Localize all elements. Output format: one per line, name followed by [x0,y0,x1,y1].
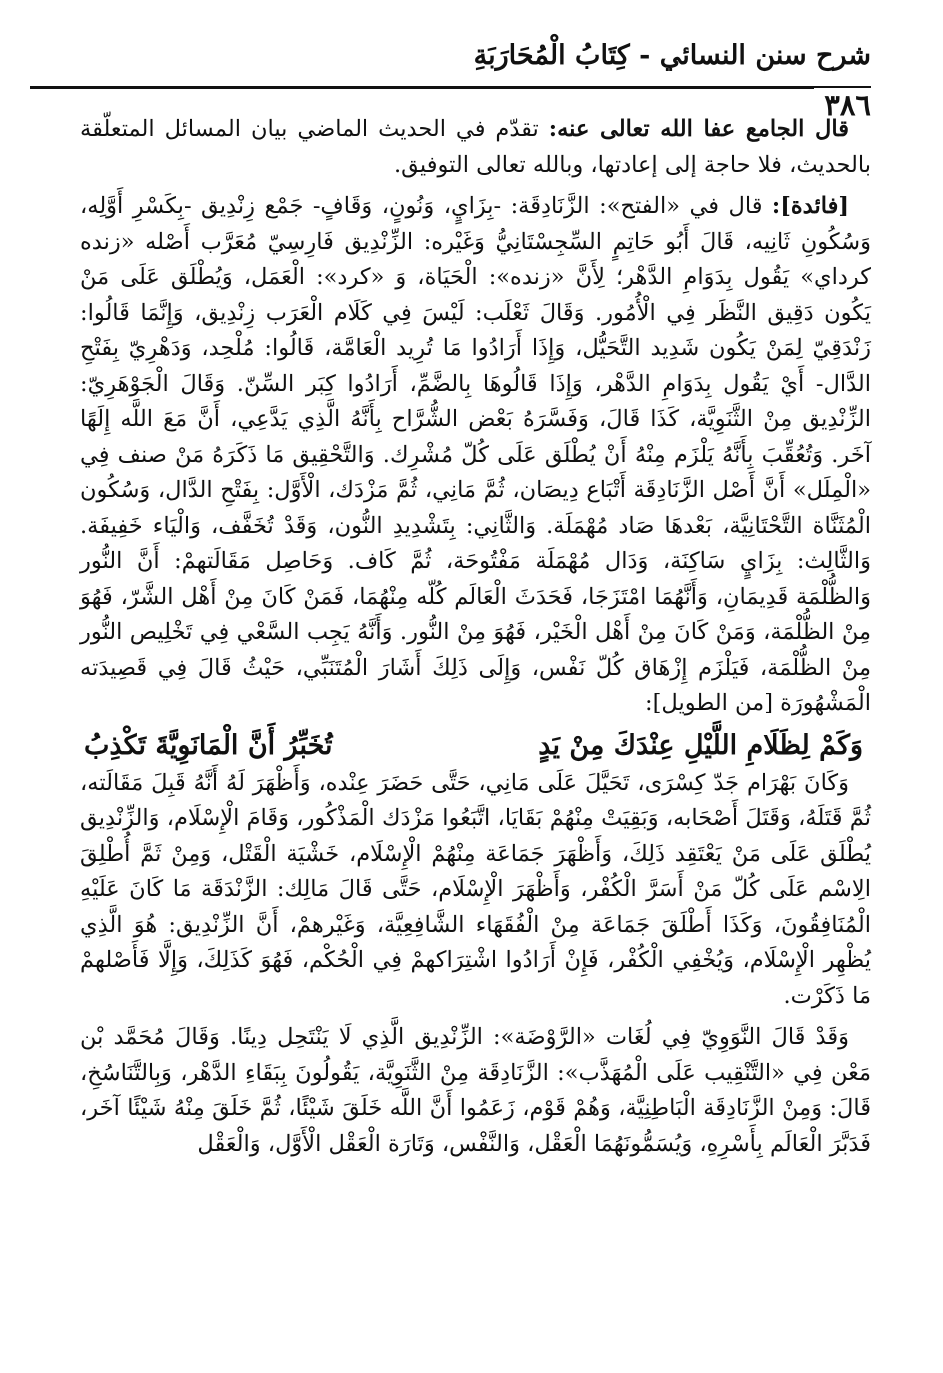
verse-first-hemistich: وَكَمْ لِظَلَامِ اللَّيْلِ عِنْدَكَ مِنْ يَدٍ [538,729,863,761]
header-rule [30,86,871,89]
poetry-verse [80,726,871,766]
paragraph-intro-text: تقدّم في الحديث الماضي بيان المسائل المتعلّقة بالحديث، فلا حاجة إلى إعادتها، وبالله تعالى التوفيق. [80,116,871,178]
running-title: شرح سنن النسائي - كِتَابُ الْمُحَارَبَةِ [473,40,871,71]
page-body [80,112,871,1162]
faida-label: [فائدة]: [771,193,849,219]
paragraph-faida [80,189,871,722]
page-number: ٣٨٦ [814,88,871,122]
paragraph-bahram: وَكَانَ بَهْرَام جَدّ كِسْرَى، تَحَيَّلَ عَلَى مَانِي، حَتَّى حَضَرَ عِنْده، وَأَظْهَرَ لَهُ أَنَّهُ قَبِلَ مَقَالَته، ثُمَّ قَتَلَهُ، وَقَتَلَ أَصْحَابه، وَبَقِيَتْ مِنْهُمْ بَقَايَا، اتَّبَعُوا مَزْدَك الْمَذْكُور، وَقَامَ الْإِسْلَام، وَالزِّنْدِيق يُطْلَق عَلَى مَنْ يَعْتَقِد ذَلِكَ، وَأَظْهَرَ جَمَاعَة مِنْهُمْ الْإِسْلَام، خَشْيَة الْقَتْل، وَمِنْ ثَمَّ أُطْلِقَ الِاسْم عَلَى كُلّ مَنْ أَسَرَّ الْكُفْر، وَأَظْهَرَ الْإِسْلَام، حَتَّى قَالَ مَالِك: الزَّنْدَقَة مَا كَانَ عَلَيْهِ الْمُنَافِقُونَ، وَكَذَا أَطْلَقَ جَمَاعَة مِنْ الْفُقَهَاء الشَّافِعِيَّة، وَغَيْرهمْ، أَنَّ الزِّنْدِيق: هُوَ الَّذِي يُظْهِر الْإِسْلَام، وَيُخْفِي الْكُفْر، فَإِنْ أَرَادُوا اشْتِرَاكهمْ فِي الْحُكْم، فَهُوَ كَذَلِكَ، وَإِلَّا فَأَصْلهمْ مَا ذَكَرْت. [80,769,871,1009]
verse-second-hemistich: تُخَبِّرُ أَنَّ الْمَانَوِيَّةَ تَكْذِبُ [84,729,333,761]
paragraph-nawawi: وَقَدْ قَالَ النَّوَوِيّ فِي لُغَات «الرَّوْضَة»: الزِّنْدِيق الَّذِي لَا يَنْتَحِل دِينًا. وَقَالَ مُحَمَّد بْن مَعْن فِي «التَّنْقِيب عَلَى الْمُهَذَّب»: الزَّنَادِقَة مِنْ الثَّنَوِيَّة، يَقُولُونَ بِبَقَاءِ الدَّهْر، وَبِالتَّنَاسُخِ، قَالَ: وَمِنْ الزَّنَادِقَة الْبَاطِنِيَّة، وَهُمْ قَوْم، زَعَمُوا أَنَّ اللَّه خَلَقَ شَيْئًا، ثُمَّ خَلَقَ مِنْهُ شَيْئًا آخَر، فَدَبَّرَ الْعَالَم بِأَسْرِهِ، وَيُسَمُّونَهُمَا الْعَقْل، وَالنَّفْس، وَتَارَة الْعَقْل الْأَوَّل، وَالْعَقْل [80,1024,871,1157]
author-lead: قال الجامع عفا الله تعالى عنه: [548,116,849,142]
paragraph-intro [80,112,871,183]
paragraph-faida-text: قال في «الفتح»: الزَّنَادِقَة: -بِزَايٍ، وَنُونٍ، وَقَافٍ- جَمْع زِنْدِيق -بِكَسْرِ أَوَّلِه، وَسُكُونِ ثَانِيه، قَالَ أَبُو حَاتِمٍ السِّجِسْتَانِيُّ وَغَيْره: الزِّنْدِيق فَارِسِيّ مُعَرَّب أَصْله «زنده كرداي» يَقُول بِدَوَامِ الدَّهْر؛ لِأَنَّ «زنده»: الْحَيَاة، وَ «كرد»: الْعَمَل، وَيُطْلَق عَلَى مَنْ يَكُون دَقِيق النَّظَر فِي الْأُمُور. وَقَالَ ثَعْلَب: لَيْسَ فِي كَلَام الْعَرَب زِنْدِيق، وَإِنَّمَا قَالُوا: زَنْدَقِيّ لِمَنْ يَكُون شَدِيد التَّحَيُّل، وَإِذَا أَرَادُوا مَا تُرِيد الْعَامَّة، قَالُوا: مُلْحِد، وَدَهْرِيّ بِفَتْحِ الدَّال- أَيْ يَقُول بِدَوَامِ الدَّهْر، وَإِذَا قَالُوهَا بِالضَّمِّ، أَرَادُوا كِبَر السِّنّ. وَقَالَ الْجَوْهَرِيّ: الزِّنْدِيق مِنْ الثَّنَوِيَّة، كَذَا قَالَ، وَفَسَّرَهُ بَعْض الشُّرَّاح بِأَنَّهُ الَّذِي يَدَّعِي، أَنَّ مَعَ اللَّه إِلَهًا آخَر. وَتُعُقِّبَ بِأَنَّهُ يَلْزَم مِنْهُ أَنْ يُطْلَق عَلَى كُلّ مُشْرِك. وَالتَّحْقِيق مَا ذَكَرَهُ مَنْ صنف فِي «الْمِلَل» أَنَّ أَصْل الزَّنَادِقَة أَتْبَاع دِيصَان، ثُمَّ مَانِي، ثُمَّ مَزْدَك، الْأَوَّل: بِفَتْحِ الدَّال، وَسُكُون الْمُثَنَّاة التَّحْتَانِيَّة، بَعْدهَا صَاد مُهْمَلَة. وَالثَّانِي: بِتَشْدِيدِ النُّون، وَقَدْ تُخَفَّف، وَالْيَاء خَفِيفَة. وَالثَّالِث: بِزَايٍ سَاكِنَة، وَدَال مُهْمَلَة مَفْتُوحَة، ثُمَّ كَاف. وَحَاصِل مَقَالَتهمْ: أَنَّ النُّور وَالظُّلْمَة قَدِيمَانِ، وَأَنَّهُمَا امْتَزَجَا، فَحَدَثَ الْعَالَم كُلّه مِنْهُمَا، فَمَنْ كَانَ مِنْ أَهْل الشَّرّ، فَهُوَ مِنْ الظُّلْمَة، وَمَنْ كَانَ مِنْ أَهْل الْخَيْر، فَهُوَ مِنْ النُّور. وَأَنَّهُ يَجِب السَّعْي فِي تَخْلِيص النُّور مِنْ الظُّلْمَة، فَيَلْزَم إِزْهَاق كُلّ نَفْس، وَإِلَى ذَلِكَ أَشَارَ الْمُتَنَبِّي، حَيْثُ قَالَ فِي قَصِيدَته الْمَشْهُورَة [من الطويل]: [80,193,871,716]
page-header [30,36,871,122]
